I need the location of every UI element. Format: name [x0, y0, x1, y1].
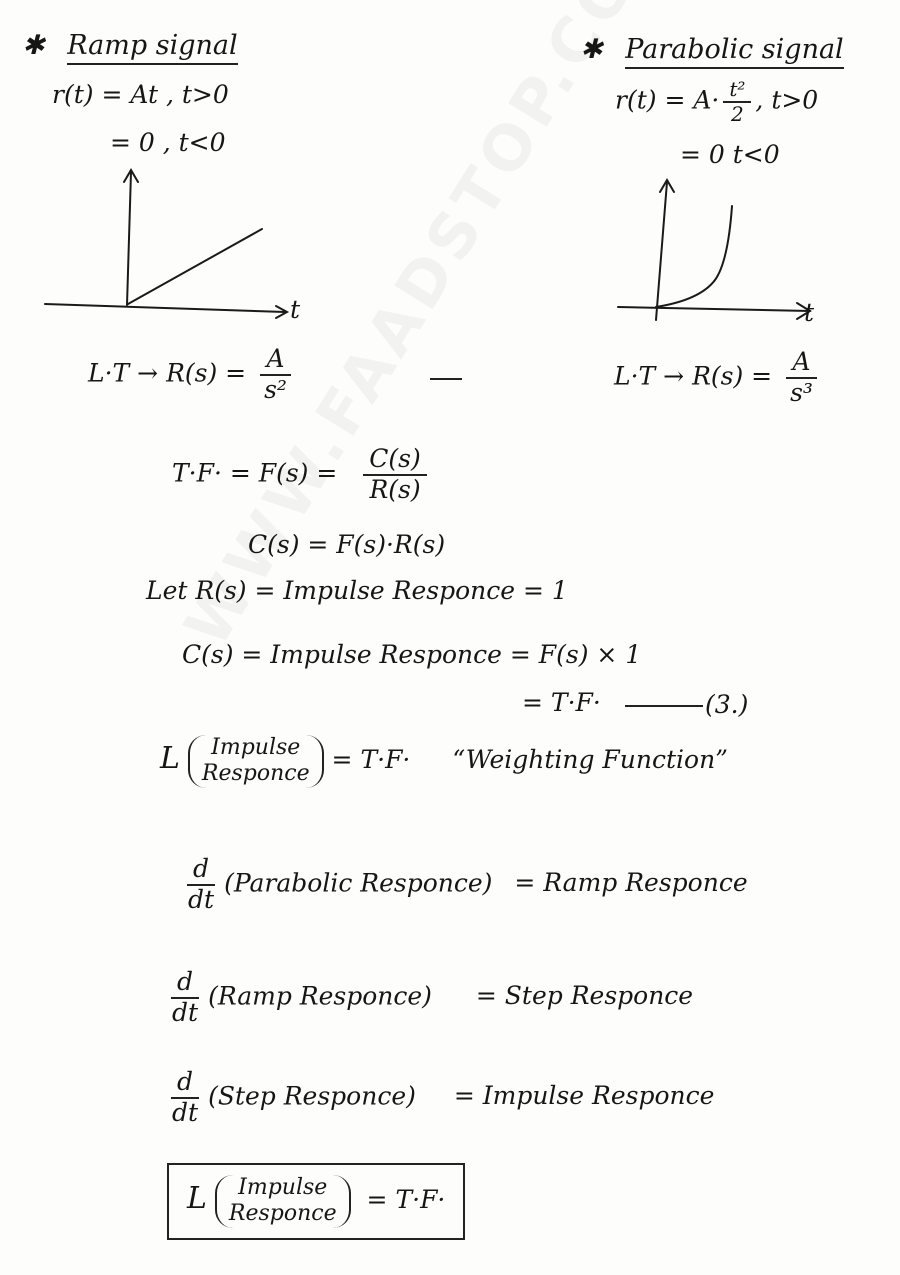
- parabolic-eq1-suffix: , t>0: [755, 85, 819, 115]
- parabolic-laplace: [614, 348, 823, 408]
- laplace-rhs: = T·F·: [331, 744, 411, 774]
- asterisk-icon: ✱: [580, 34, 603, 65]
- ramp-title: Ramp signal: [67, 30, 237, 65]
- parabolic-laplace-fraction: [784, 348, 819, 408]
- parabolic-title: Parabolic signal: [625, 34, 843, 69]
- ramp-eq1: r(t) = At , t>0: [52, 80, 229, 109]
- ramp-laplace-prefix: L·T → R(s) =: [88, 358, 247, 388]
- d-num: d: [171, 968, 199, 999]
- cs-equation: C(s) = F(s)·R(s): [248, 530, 446, 559]
- laplace-top: Impulse: [211, 735, 301, 760]
- deriv3-rhs: = Impulse Responce: [453, 1081, 715, 1111]
- ramp-t-axis-label: t: [290, 295, 301, 324]
- parabolic-eq1-prefix: r(t) = A·: [615, 85, 720, 115]
- parabolic-t-axis-label: t: [804, 298, 815, 327]
- derivative-ramp: [162, 968, 693, 1028]
- ramp-laplace-num: A: [260, 345, 290, 376]
- derivative-step: [162, 1068, 714, 1128]
- d-num: d: [187, 855, 215, 886]
- d-dt-fraction: [166, 968, 204, 1028]
- laplace-impulse-equation: [160, 735, 728, 788]
- parabolic-laplace-prefix: L·T → R(s) =: [614, 361, 773, 391]
- deriv3-lhs: (Step Responce): [208, 1081, 416, 1111]
- boxed-impulse-paren: [215, 1175, 351, 1228]
- boxed-result: [167, 1163, 465, 1240]
- parabolic-eq1-num: t²: [723, 78, 751, 103]
- boxed-L: L: [187, 1180, 207, 1216]
- tf-num: C(s): [363, 445, 426, 476]
- cs-impulse-equation: C(s) = Impulse Responce = F(s) × 1: [182, 640, 642, 669]
- d-den: dt: [172, 1097, 199, 1127]
- deriv1-rhs: = Ramp Responce: [514, 868, 748, 898]
- tf-den: R(s): [369, 474, 421, 504]
- parabolic-eq1-den: 2: [731, 102, 744, 126]
- weighting-function-label: “Weighting Function”: [452, 744, 728, 774]
- derivative-parabolic: [178, 855, 748, 915]
- tf-prefix: T·F· = F(s) =: [172, 458, 338, 488]
- laplace-L: L: [160, 740, 180, 776]
- parabolic-laplace-num: A: [786, 348, 816, 379]
- laplace-bottom: Responce: [201, 761, 310, 787]
- equation-ref-3: (3.): [705, 690, 749, 719]
- equals-tf: = T·F·: [522, 688, 601, 717]
- deriv2-rhs: = Step Responce: [475, 981, 694, 1011]
- boxed-top: Impulse: [238, 1175, 328, 1200]
- dash-mark: [430, 378, 462, 380]
- parabolic-eq2: = 0 t<0: [680, 140, 780, 169]
- deriv2-lhs: (Ramp Responce): [208, 981, 432, 1011]
- parabolic-laplace-den: s³: [790, 377, 813, 407]
- d-den: dt: [188, 884, 215, 914]
- laplace-impulse-paren: [188, 735, 324, 788]
- d-num: d: [171, 1068, 199, 1099]
- d-dt-fraction: [182, 855, 220, 915]
- reference-leader-line: [625, 705, 703, 707]
- ramp-eq2: = 0 , t<0: [110, 128, 226, 157]
- tf-definition: [172, 445, 431, 505]
- d-dt-fraction: [166, 1068, 204, 1128]
- deriv1-lhs: (Parabolic Responce): [224, 868, 493, 898]
- asterisk-icon: ✱: [22, 30, 45, 61]
- ramp-laplace-den: s²: [264, 374, 287, 404]
- boxed-rhs: = T·F·: [366, 1184, 446, 1214]
- d-den: dt: [172, 997, 199, 1027]
- boxed-bottom: Responce: [228, 1201, 337, 1227]
- tf-fraction: [363, 445, 426, 505]
- let-impulse-equation: Let R(s) = Impulse Responce = 1: [146, 576, 568, 605]
